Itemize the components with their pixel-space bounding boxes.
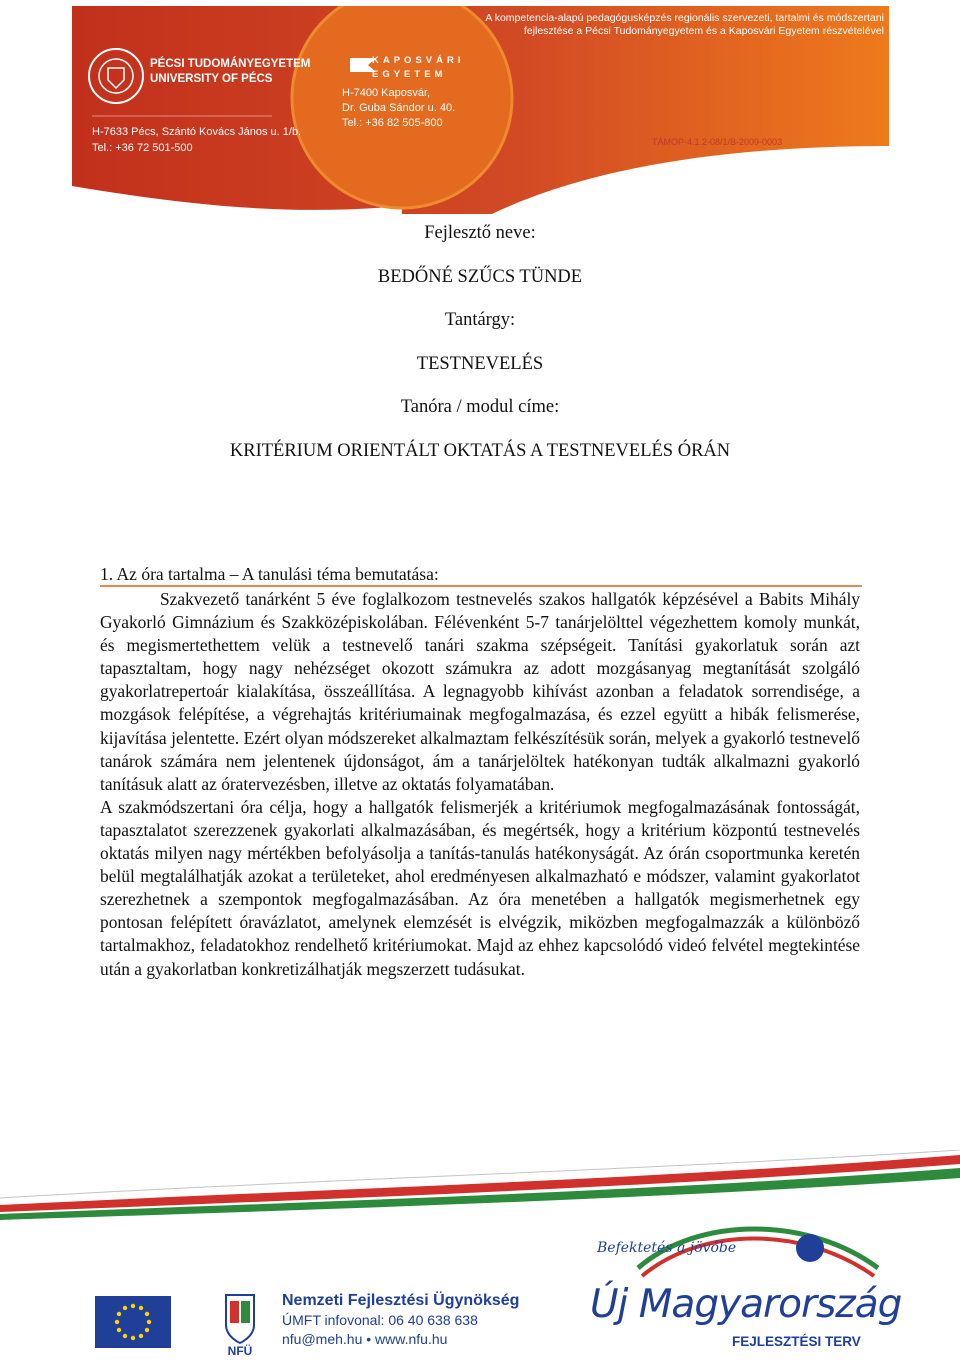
pte-phone: Tel.: +36 72 501-500 bbox=[92, 142, 193, 154]
pte-address: H-7633 Pécs, Szántó Kovács János u. 1/b. bbox=[92, 126, 302, 138]
subject-name: TESTNEVELÉS bbox=[416, 353, 544, 374]
nfu-logo-text: NFÜ bbox=[227, 1344, 253, 1357]
section-body bbox=[100, 588, 860, 981]
ke-name-1: KAPOSVÁRI bbox=[372, 55, 465, 66]
section-heading: 1. Az óra tartalma – A tanulási téma bemutatása: bbox=[100, 563, 862, 587]
nfu-contact: nfu@meh.hu • www.nfu.hu bbox=[282, 1331, 448, 1347]
pte-contact bbox=[92, 124, 301, 156]
ke-contact bbox=[342, 86, 455, 131]
ke-address-1: H-7400 Kaposvár, bbox=[342, 87, 431, 99]
subject-label: Tantárgy: bbox=[444, 310, 516, 330]
title-block bbox=[0, 212, 960, 473]
pte-name-hu: PÉCSI TUDOMÁNYEGYETEM bbox=[150, 58, 311, 70]
module-title: KRITÉRIUM ORIENTÁLT OKTATÁS A TESTNEVELÉS ÓRÁN bbox=[229, 440, 731, 461]
nfu-info bbox=[282, 1291, 519, 1349]
banner-tagline: A kompetencia-alapú pedagógusképzés regionális szervezeti, tartalmi és módszertani fejlesztése a Pécsi Tudományegyetem és a Kaposvári Egyetem részvételével bbox=[485, 12, 884, 37]
paragraph-2: A szakmódszertani óra célja, hogy a hallgatók felismerjék a kritériumok megfogalmazásának fontosságát, tapasztalatot szerezzenek gyakorlati alkalmazásában, és megértsék, hogy a kritérium központú testnevelés oktatás milyen nagy mértékben befolyásolja a tanítás-tanulás hatékonyságát. Az órán csoportmunka keretén belül megtalálhatják azokat a területeket, ahol eredményesen alkalmazható e módszer, valamint gyakorlatot szerezhetnek a szempontok megfogalmazásában. Az óra menetében a hallgatók megismerhetnek egy pontosan felépített óravázlatot, amelynek elemzését is elvégzik, miközben megfogalmazzák a különböző tartalmakhoz, feladatokhoz rendelhető kritériumokat. Majd az ehhez kapcsolódó videó felvétel megtekintése után a gyakorlatban konkretizálhatják megszerzett tudásukat. bbox=[100, 796, 860, 979]
header-banner bbox=[72, 6, 889, 214]
umft-slogan: Befektetés a jövőbe bbox=[597, 1240, 737, 1256]
module-label: Tanóra / modul címe: bbox=[400, 397, 560, 417]
ke-name-2: EGYETEM bbox=[372, 69, 447, 80]
ke-name bbox=[372, 54, 464, 82]
nfu-logo-icon bbox=[212, 1289, 268, 1357]
developer-label: Fejlesztő neve: bbox=[424, 223, 536, 243]
umft-main: Új Magyarország bbox=[590, 1282, 902, 1327]
project-code: TÁMOP-4.1.2-08/1/B-2009-0003 bbox=[652, 137, 783, 147]
developer-name: BEDŐNÉ SZŰCS TÜNDE bbox=[377, 266, 583, 287]
nfu-infovonal: ÚMFT infovonal: 06 40 638 638 bbox=[282, 1312, 478, 1328]
pte-name bbox=[150, 57, 310, 87]
nfu-title: Nemzeti Fejlesztési Ügynökség bbox=[282, 1292, 520, 1309]
umft-sub: FEJLESZTÉSI TERV bbox=[732, 1334, 861, 1349]
pte-name-en: UNIVERSITY OF PÉCS bbox=[150, 73, 273, 85]
ke-address-2: Dr. Guba Sándor u. 40. bbox=[342, 102, 456, 114]
eu-flag-icon bbox=[95, 1296, 171, 1348]
paragraph-1: Szakvezető tanárként 5 éve foglalkozom testnevelés szakos hallgatók képzésével a Babits Mihály Gyakorló Gimnázium és Szakközépiskolában. Félévenként 5-7 tanárjelölttel végezhettem komoly munkát, és megismertethettem velük a testnevelő tanári szakma szépségeit. Tanítási gyakorlatuk során azt tapasztaltam, hogy nagy nehézséget okozott számukra az adott mozgásanyag megtanítását szolgáló gyakorlatrepertoár kialakítása, összeállítása. A legnagyobb kihívást azonban a feladatok sorrendisége, a mozgások felépítése, a végrehajtás kritériumainak megfogalmazása, és ezzel együtt a hibák felismerése, kijavítása jelentette. Ezért olyan módszereket alkalmaztam felkészítésük során, melyek a gyakorló testnevelő tanárok számára nem jelentenek újdonságot, ám a tanárjelöltek hatékonyan tudták alkalmazni gyakorló tanításuk alatt az óratervezésben, illetve az oktatás folyamatában. bbox=[100, 589, 860, 794]
footer-wave bbox=[0, 1150, 960, 1220]
ke-phone: Tel.: +36 82 505-800 bbox=[342, 117, 443, 129]
